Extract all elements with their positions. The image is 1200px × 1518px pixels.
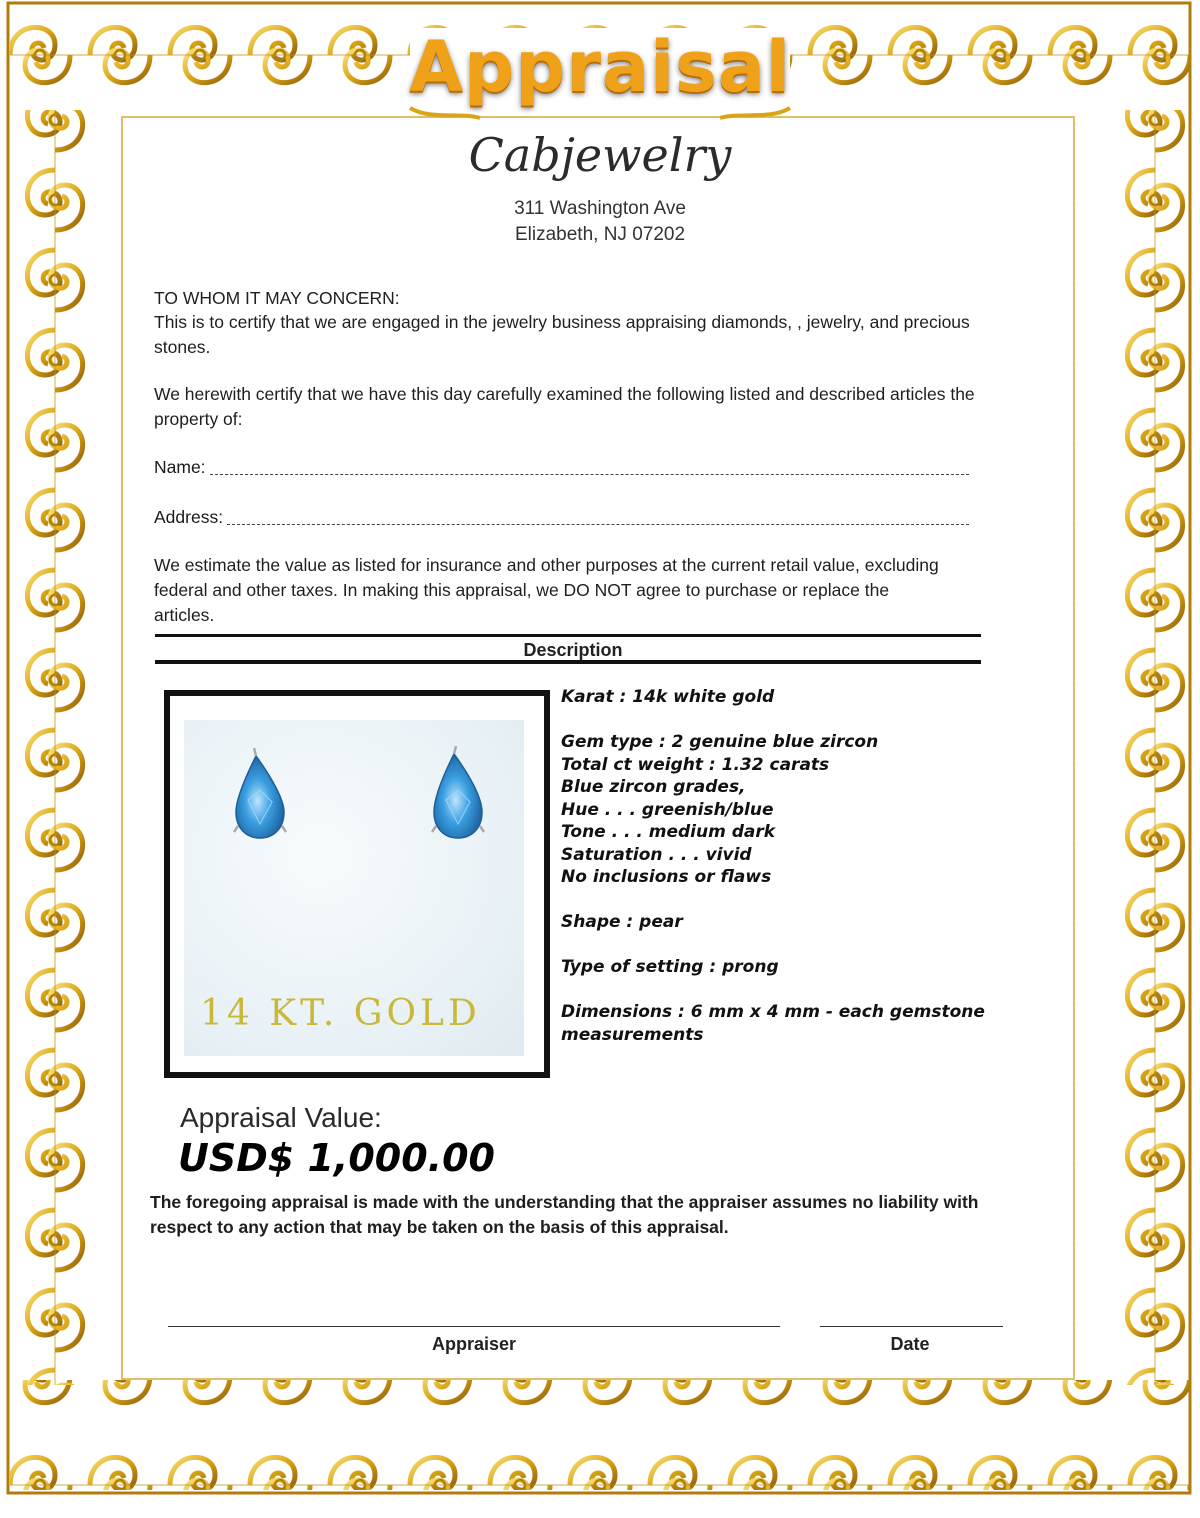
address-field[interactable] — [154, 504, 969, 530]
salutation: TO WHOM IT MAY CONCERN: — [154, 288, 400, 308]
business-address — [300, 196, 900, 248]
spec-saturation: Saturation . . . vivid — [561, 844, 752, 865]
border-right — [1075, 110, 1185, 1385]
spec-grades: Blue zircon grades, — [561, 777, 746, 797]
spec-inclusions: No inclusions or flaws — [561, 867, 772, 887]
appraisal-value-label: Appraisal Value: — [180, 1102, 382, 1133]
spec-shape: Shape : pear — [561, 912, 683, 932]
address-line-2: Elizabeth, NJ 07202 — [514, 224, 686, 245]
address-label: Address: — [154, 507, 224, 527]
spec-hue: Hue . . . greenish/blue — [561, 799, 774, 820]
appraisal-value-amount: USD$ 1,000.00 — [178, 1136, 495, 1180]
spec-tone: Tone . . . medium dark — [561, 822, 776, 842]
border-bottom — [10, 1380, 1190, 1490]
border-left — [10, 110, 120, 1385]
examined-paragraph: We herewith certify that we have this day carefully examined the following listed and described articles the property of: — [154, 384, 975, 429]
right-earring — [432, 746, 484, 838]
spec-gem-type: Gem type : 2 genuine blue zircon — [561, 732, 879, 752]
appraisal-title: Appraisal — [408, 26, 792, 108]
gem-specifications — [561, 686, 1061, 1046]
date-signature-line[interactable] — [820, 1326, 1003, 1327]
photo-card — [184, 720, 524, 1056]
photo-gold-label: 14 KT. GOLD — [200, 993, 481, 1034]
date-label: Date — [890, 1334, 930, 1354]
earring-photo — [164, 690, 550, 1078]
spec-setting: Type of setting : prong — [561, 957, 779, 977]
description-rule-bottom — [155, 660, 981, 664]
appraiser-signature-line[interactable] — [168, 1326, 780, 1327]
appraiser-label: Appraiser — [431, 1334, 517, 1354]
certify-paragraph: This is to certify that we are engaged in the jewelry business appraising diamonds, , jewelry, and precious stones. — [154, 312, 970, 357]
brand-name: Cabjewelry — [468, 128, 732, 182]
spec-karat: Karat : 14k white gold — [561, 687, 775, 707]
address-blank-line[interactable] — [227, 523, 969, 525]
spec-dimensions: Dimensions : 6 mm x 4 mm - each gemstone measurements — [561, 1002, 985, 1045]
name-field[interactable] — [154, 454, 969, 480]
address-line-1: 311 Washington Ave — [514, 198, 686, 219]
description-heading: Description — [523, 640, 623, 660]
spec-total-ct: Total ct weight : 1.32 carats — [561, 754, 830, 775]
name-label: Name: — [154, 457, 206, 477]
estimate-paragraph: We estimate the value as listed for insurance and other purposes at the current retail value, excluding federal and other taxes. In making this appraisal, we DO NOT agree to purchase or replace the articles. — [154, 555, 939, 625]
description-rule-top — [155, 634, 981, 637]
name-blank-line[interactable] — [210, 473, 969, 475]
liability-disclaimer: The foregoing appraisal is made with the understanding that the appraiser assumes no liability with respect to any action that may be taken on the basis of this appraisal. — [150, 1192, 979, 1237]
left-earring — [234, 748, 286, 838]
